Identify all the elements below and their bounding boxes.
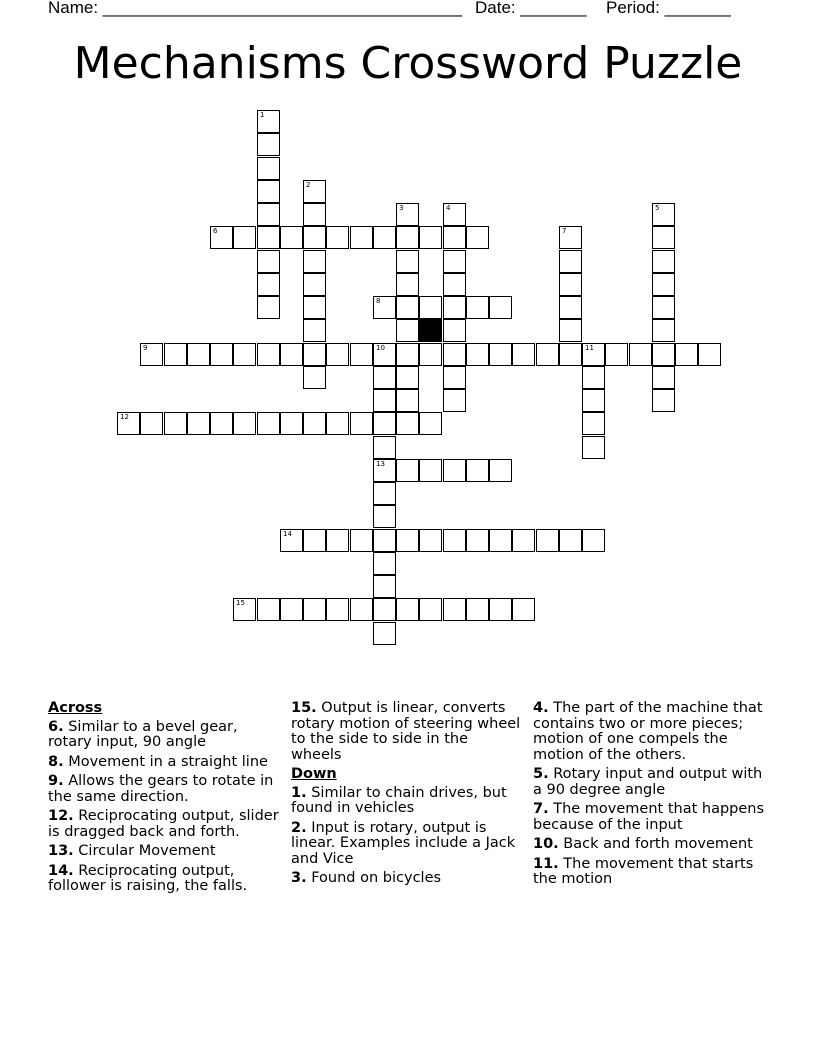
grid-cell[interactable] — [466, 296, 489, 319]
down-clue — [533, 857, 765, 888]
grid-cell[interactable] — [140, 412, 163, 435]
across-clue — [48, 844, 280, 860]
clues-column-2 — [291, 701, 523, 891]
grid-cell[interactable] — [536, 343, 559, 366]
grid-cell[interactable] — [675, 343, 698, 366]
grid-cell[interactable] — [326, 412, 349, 435]
grid-cell[interactable] — [652, 273, 675, 296]
grid-cell[interactable] — [350, 412, 373, 435]
clue-number: 9 — [143, 344, 148, 352]
clue-text: Input is rotary, output is linear. Examples include a Jack and Vice — [291, 819, 516, 867]
grid-cell[interactable] — [466, 343, 489, 366]
clue-number: 5 — [655, 204, 660, 212]
grid-cell[interactable] — [373, 226, 396, 249]
down-heading: Down — [291, 766, 337, 782]
grid-cell[interactable] — [303, 273, 326, 296]
grid-cell[interactable] — [396, 250, 419, 273]
clue-text: Similar to a bevel gear, rotary input, 90 angle — [48, 718, 238, 750]
grid-cell[interactable] — [373, 459, 396, 482]
grid-cell[interactable] — [350, 529, 373, 552]
header — [0, 0, 816, 20]
grid-cell[interactable] — [350, 226, 373, 249]
grid-cell[interactable] — [396, 226, 419, 249]
grid-cell[interactable] — [443, 366, 466, 389]
grid-cell[interactable] — [303, 598, 326, 621]
grid-cell[interactable] — [117, 412, 140, 435]
down-clue — [533, 802, 765, 833]
grid-cell[interactable] — [489, 343, 512, 366]
clue-number: 4 — [446, 204, 451, 212]
grid-cell[interactable] — [396, 343, 419, 366]
grid-cell[interactable] — [257, 133, 280, 156]
grid-cell[interactable] — [652, 319, 675, 342]
grid-cell[interactable] — [582, 389, 605, 412]
grid-cell[interactable] — [373, 389, 396, 412]
grid-cell[interactable] — [652, 343, 675, 366]
grid-cell[interactable] — [373, 366, 396, 389]
grid-cell[interactable] — [233, 412, 256, 435]
clues-column-1 — [48, 701, 280, 899]
grid-cell[interactable] — [629, 343, 652, 366]
grid-cell[interactable] — [373, 482, 396, 505]
grid-cell[interactable] — [257, 110, 280, 133]
grid-cell[interactable] — [303, 226, 326, 249]
grid-cell[interactable] — [443, 389, 466, 412]
clue-text: The movement that happens because of the input — [533, 801, 765, 833]
grid-cell[interactable] — [373, 552, 396, 575]
grid-cell[interactable] — [373, 598, 396, 621]
grid-cell[interactable] — [373, 436, 396, 459]
clue-label: 1. — [291, 784, 307, 801]
grid-cell[interactable] — [280, 226, 303, 249]
grid-cell[interactable] — [303, 250, 326, 273]
grid-cell[interactable] — [373, 575, 396, 598]
clue-label: 3. — [291, 870, 307, 886]
grid-cell[interactable] — [257, 296, 280, 319]
grid-cell[interactable] — [210, 412, 233, 435]
grid-cell[interactable] — [233, 226, 256, 249]
clue-label: 11. — [533, 855, 559, 872]
grid-cell[interactable] — [698, 343, 721, 366]
grid-cell[interactable] — [326, 226, 349, 249]
grid-cell[interactable] — [303, 296, 326, 319]
grid-cell[interactable] — [512, 343, 535, 366]
clue-label: 8. — [48, 753, 64, 770]
grid-cell[interactable] — [303, 343, 326, 366]
grid-cell[interactable] — [582, 412, 605, 435]
period-field[interactable]: Period: _______ — [606, 0, 731, 17]
grid-cell[interactable] — [396, 412, 419, 435]
grid-cell[interactable] — [257, 412, 280, 435]
grid-cell[interactable] — [559, 529, 582, 552]
grid-cell[interactable] — [466, 529, 489, 552]
grid-cell[interactable] — [512, 529, 535, 552]
grid-cell[interactable] — [466, 459, 489, 482]
clue-label: 7. — [533, 801, 549, 817]
clue-label: 4. — [533, 700, 549, 716]
clue-number: 1 — [260, 111, 265, 119]
grid-cell[interactable] — [443, 459, 466, 482]
grid-cell[interactable] — [559, 319, 582, 342]
grid-cell[interactable] — [443, 319, 466, 342]
grid-cell[interactable] — [257, 180, 280, 203]
clues-column-3 — [533, 701, 765, 892]
grid-cell[interactable] — [443, 226, 466, 249]
clue-text: Output is linear, converts rotary motion of steering wheel to the side to side in the wheels — [291, 700, 521, 763]
grid-cell[interactable] — [326, 529, 349, 552]
grid-cell[interactable] — [303, 203, 326, 226]
down-clue — [291, 786, 523, 817]
grid-cell[interactable] — [257, 598, 280, 621]
grid-cell[interactable] — [536, 529, 559, 552]
grid-cell[interactable] — [652, 389, 675, 412]
clue-number: 2 — [306, 181, 311, 189]
grid-cell[interactable] — [396, 598, 419, 621]
grid-cell[interactable] — [303, 529, 326, 552]
grid-cell[interactable] — [489, 529, 512, 552]
clue-label: 13. — [48, 843, 74, 859]
across-clue — [291, 701, 523, 763]
grid-cell[interactable] — [303, 319, 326, 342]
clue-number: 7 — [562, 227, 567, 235]
grid-cell[interactable] — [396, 366, 419, 389]
grid-cell[interactable] — [559, 226, 582, 249]
grid-cell[interactable] — [652, 296, 675, 319]
grid-cell[interactable] — [512, 598, 535, 621]
grid-cell[interactable] — [373, 343, 396, 366]
down-clue — [533, 767, 765, 798]
grid-cell[interactable] — [373, 505, 396, 528]
down-clue — [291, 871, 523, 887]
grid-cell[interactable] — [489, 459, 512, 482]
grid-cell[interactable] — [559, 296, 582, 319]
grid-cell[interactable] — [419, 459, 442, 482]
grid-cell[interactable] — [257, 226, 280, 249]
grid-cell[interactable] — [605, 343, 628, 366]
grid-cell[interactable] — [350, 343, 373, 366]
clue-text: Found on bicycles — [306, 870, 442, 886]
grid-cell[interactable] — [419, 226, 442, 249]
grid-cell[interactable] — [187, 412, 210, 435]
grid-cell[interactable] — [164, 343, 187, 366]
grid-cell[interactable] — [419, 529, 442, 552]
clue-number: 8 — [376, 297, 381, 305]
grid-cell[interactable] — [233, 343, 256, 366]
down-clue — [291, 821, 523, 868]
clue-number: 15 — [236, 599, 245, 607]
clue-text: The part of the machine that contains two or more pieces; motion of one compels the motion of the others. — [533, 700, 763, 763]
grid-cell[interactable] — [396, 273, 419, 296]
grid-cell[interactable] — [443, 250, 466, 273]
clue-text: Circular Movement — [73, 843, 216, 859]
grid-cell[interactable] — [489, 598, 512, 621]
clue-number: 11 — [585, 344, 594, 352]
clue-text: Similar to chain drives, but found in vehicles — [291, 784, 507, 816]
grid-cell[interactable] — [396, 296, 419, 319]
clue-label: 12. — [48, 808, 74, 824]
grid-cell[interactable] — [652, 250, 675, 273]
grid-cell[interactable] — [233, 598, 256, 621]
grid-cell[interactable] — [466, 598, 489, 621]
grid-cell[interactable] — [466, 226, 489, 249]
clue-text: Allows the gears to rotate in the same direction. — [48, 773, 274, 805]
across-clue — [48, 720, 280, 751]
grid-cell[interactable] — [280, 412, 303, 435]
grid-cell[interactable] — [396, 203, 419, 226]
across-clue — [48, 809, 280, 840]
grid-cell[interactable] — [582, 343, 605, 366]
grid-cell[interactable] — [559, 343, 582, 366]
clue-label: 2. — [291, 819, 307, 836]
grid-cell[interactable] — [373, 296, 396, 319]
across-clue — [48, 774, 280, 805]
grid-cell[interactable] — [373, 622, 396, 645]
grid-cell[interactable] — [373, 529, 396, 552]
grid-cell[interactable] — [257, 273, 280, 296]
grid-cell[interactable] — [257, 157, 280, 180]
grid-cell[interactable] — [257, 343, 280, 366]
grid-cell[interactable] — [582, 366, 605, 389]
grid-cell[interactable] — [443, 529, 466, 552]
clue-text: Back and forth movement — [558, 836, 753, 852]
grid-cell[interactable] — [280, 598, 303, 621]
clue-label: 15. — [291, 700, 317, 716]
clue-number: 13 — [376, 460, 385, 468]
black-cell — [419, 319, 442, 342]
grid-cell[interactable] — [443, 203, 466, 226]
clue-number: 6 — [213, 227, 218, 235]
grid-cell[interactable] — [443, 343, 466, 366]
grid-cell[interactable] — [652, 366, 675, 389]
grid-cell[interactable] — [419, 343, 442, 366]
clue-label: 10. — [533, 836, 559, 852]
down-clue — [533, 701, 765, 763]
grid-cell[interactable] — [257, 250, 280, 273]
clue-number: 14 — [283, 530, 292, 538]
grid-cell[interactable] — [652, 226, 675, 249]
date-field[interactable]: Date: _______ — [475, 0, 587, 17]
down-clue — [533, 837, 765, 853]
grid-cell[interactable] — [443, 273, 466, 296]
grid-cell[interactable] — [559, 250, 582, 273]
clue-label: 5. — [533, 766, 549, 782]
grid-cell[interactable] — [326, 343, 349, 366]
grid-cell[interactable] — [350, 598, 373, 621]
name-field[interactable]: Name: ______________________________________ — [48, 0, 463, 17]
grid-cell[interactable] — [443, 296, 466, 319]
grid-cell[interactable] — [396, 319, 419, 342]
clue-label: 14. — [48, 862, 74, 879]
clue-number: 12 — [120, 413, 129, 421]
across-clue — [48, 755, 280, 771]
clue-number: 3 — [399, 204, 404, 212]
grid-cell[interactable] — [210, 343, 233, 366]
grid-cell[interactable] — [210, 226, 233, 249]
grid-cell[interactable] — [559, 273, 582, 296]
grid-cell[interactable] — [419, 412, 442, 435]
across-clue — [48, 864, 280, 895]
grid-cell[interactable] — [489, 296, 512, 319]
grid-cell[interactable] — [396, 459, 419, 482]
clue-text: Reciprocating output, follower is raising, the falls. — [48, 862, 248, 894]
grid-cell[interactable] — [164, 412, 187, 435]
clue-text: Reciprocating output, slider is dragged back and forth. — [48, 808, 279, 840]
clue-number: 10 — [376, 344, 385, 352]
grid-cell[interactable] — [257, 203, 280, 226]
grid-cell[interactable] — [280, 343, 303, 366]
clue-label: 9. — [48, 773, 64, 789]
clue-text: The movement that starts the motion — [533, 855, 754, 887]
grid-cell[interactable] — [396, 389, 419, 412]
grid-cell[interactable] — [303, 180, 326, 203]
grid-cell[interactable] — [140, 343, 163, 366]
grid-cell[interactable] — [419, 296, 442, 319]
grid-cell[interactable] — [652, 203, 675, 226]
grid-cell[interactable] — [582, 436, 605, 459]
clue-label: 6. — [48, 718, 64, 735]
clue-text: Rotary input and output with a 90 degree angle — [533, 766, 763, 798]
grid-cell[interactable] — [303, 412, 326, 435]
grid-cell[interactable] — [326, 598, 349, 621]
grid-cell[interactable] — [582, 529, 605, 552]
grid-cell[interactable] — [396, 529, 419, 552]
grid-cell[interactable] — [443, 598, 466, 621]
grid-cell[interactable] — [280, 529, 303, 552]
grid-cell[interactable] — [303, 366, 326, 389]
across-heading: Across — [48, 700, 103, 716]
page-title: Mechanisms Crossword Puzzle — [73, 38, 743, 89]
clue-text: Movement in a straight line — [63, 753, 268, 770]
grid-cell[interactable] — [187, 343, 210, 366]
grid-cell[interactable] — [419, 598, 442, 621]
grid-cell[interactable] — [373, 412, 396, 435]
